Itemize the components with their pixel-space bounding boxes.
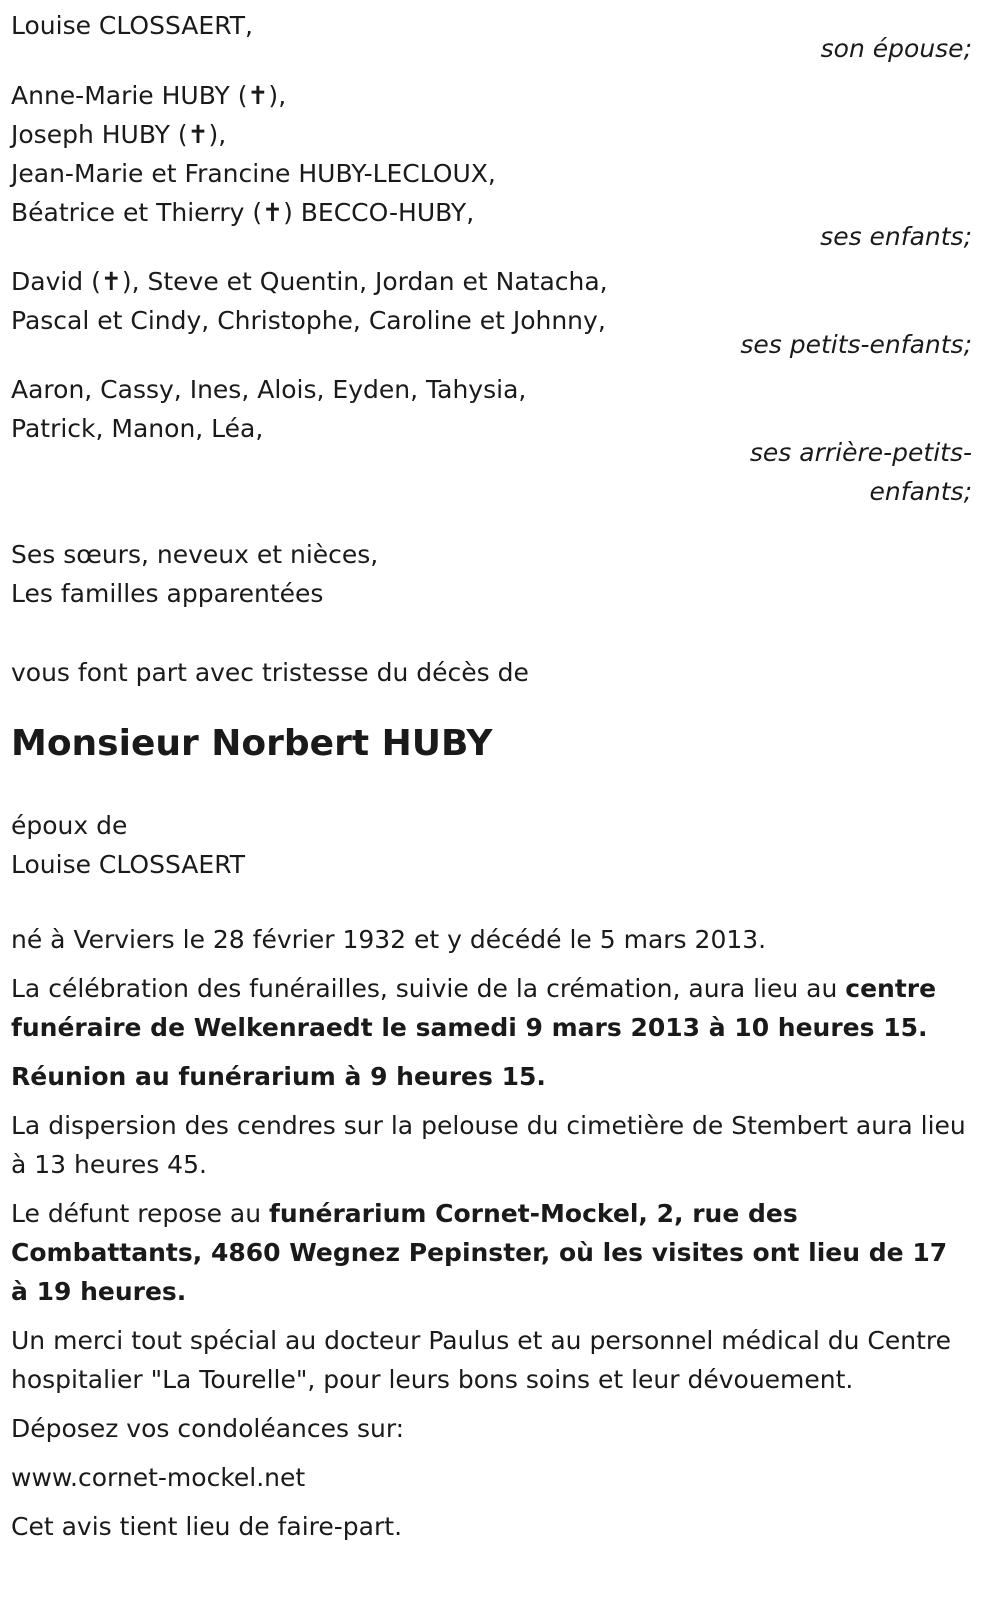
great-grandchild-name: Patrick, Manon, Léa,	[11, 414, 264, 443]
ceremony-text	[11, 969, 972, 1047]
other-relatives-group	[11, 535, 972, 613]
other-relatives-line: Ses sœurs, neveux et nièces,	[11, 540, 379, 569]
rest-details: funérarium Cornet-Mockel, 2, rue des Combattants, 4860 Wegnez Pepinster, où les visites ont lieu de 17 à 19 heures.	[11, 1199, 948, 1306]
rest-intro: Le défunt repose au	[11, 1199, 270, 1228]
child-name: Jean-Marie et Francine HUBY-LECLOUX,	[11, 159, 496, 188]
grandchild-name: Pascal et Cindy, Christophe, Caroline et Johnny,	[11, 306, 606, 335]
spouse-role: son épouse;	[820, 34, 972, 63]
website-text: www.cornet-mockel.net	[11, 1463, 306, 1492]
great-grandchild-name: Aaron, Cassy, Ines, Alois, Eyden, Tahysia,	[11, 375, 527, 404]
announcement-text: vous font part avec tristesse du décès de	[11, 658, 529, 687]
great-grandchildren-group	[11, 370, 972, 511]
child-name: Béatrice et Thierry (✝) BECCO-HUBY,	[11, 198, 475, 227]
child-name: Joseph HUBY (✝),	[11, 120, 227, 149]
birth-death-text: né à Verviers le 28 février 1932 et y décédé le 5 mars 2013.	[11, 925, 767, 954]
deceased-name: Monsieur Norbert HUBY	[11, 723, 493, 764]
children-role: ses enfants;	[820, 222, 972, 251]
children-group	[11, 76, 972, 256]
grandchildren-role: ses petits-enfants;	[740, 330, 972, 359]
ceremony-details: centre funéraire de Welkenraedt le samedi 9 mars 2013 à 10 heures 15.	[11, 974, 937, 1042]
notice-text: Cet avis tient lieu de faire-part.	[11, 1512, 403, 1541]
spouse-of-group	[11, 806, 972, 884]
ashes-text: La dispersion des cendres sur la pelouse du cimetière de Stembert aura lieu à 13 heures 45.	[11, 1111, 966, 1179]
other-relatives-line: Les familles apparentées	[11, 579, 324, 608]
spouse-of-label: époux de	[11, 811, 128, 840]
thanks-text: Un merci tout spécial au docteur Paulus et au personnel médical du Centre hospitalier "La Tourelle", pour leurs bons soins et leur dévouement.	[11, 1326, 952, 1394]
spouse-name: Louise CLOSSAERT,	[11, 11, 253, 40]
child-name: Anne-Marie HUBY (✝),	[11, 81, 287, 110]
ceremony-intro: La célébration des funérailles, suivie de la crémation, aura lieu au	[11, 974, 846, 1003]
spouse-group	[11, 6, 972, 68]
grandchild-name: David (✝), Steve et Quentin, Jordan et Natacha,	[11, 267, 608, 296]
meeting-text	[11, 1057, 972, 1096]
spouse-of-name: Louise CLOSSAERT	[11, 850, 246, 879]
condolences-label: Déposez vos condoléances sur:	[11, 1414, 405, 1443]
great-grandchildren-role: ses arrière-petits-enfants;	[749, 438, 972, 506]
meeting-details: Réunion au funérarium à 9 heures 15.	[11, 1062, 546, 1091]
rest-text	[11, 1194, 972, 1311]
grandchildren-group	[11, 262, 972, 364]
